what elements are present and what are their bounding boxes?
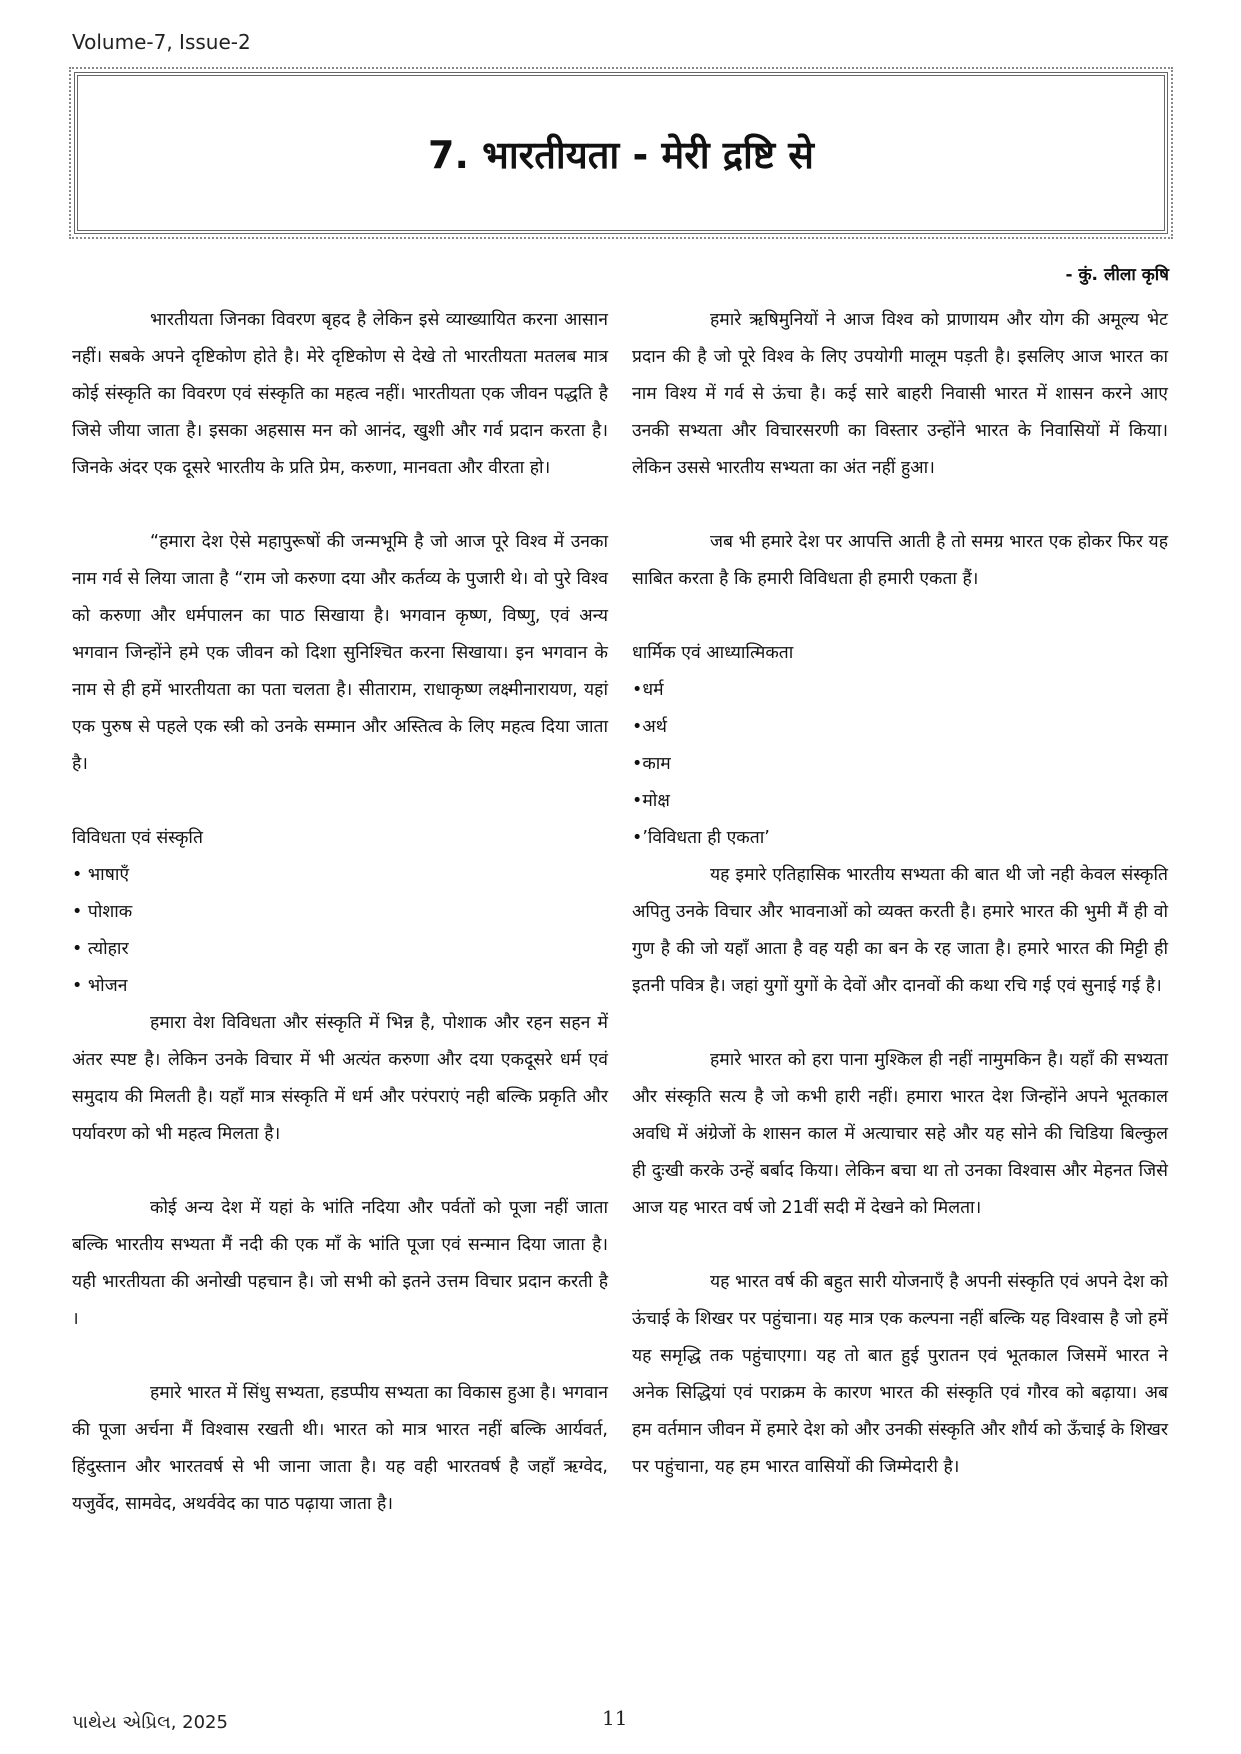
paragraph: “हमारा देश ऐसे महापुरूषों की जन्मभूमि है जो आज पूरे विश्व में उनका नाम गर्व से लिया जाता है “राम जो करुणा दया और कर्तव्य के पुजारी थे। वो पुरे विश्व को करुणा और धर्मपालन का पाठ सिखाया है। भगवान कृष्ण, विष्णु, एवं अन्य भगवान जिन्होंने हमे एक जीवन को दिशा सुनिश्चित करना सिखाया। इन भगवान के नाम से ही हमें भारतीयता का पता चलता है। सीताराम, राधाकृष्ण लक्ष्मीनारायण, यहां एक पुरुष से पहले एक स्त्री को उनके सम्मान और अस्तित्व के लिए महत्व दिया जाता है। bbox=[72, 532, 608, 774]
list-item: •अर्थ bbox=[632, 717, 667, 737]
right-column bbox=[632, 302, 1168, 1486]
paragraph: हमारे भारत में सिंधु सभ्यता, हडप्पीय सभ्यता का विकास हुआ है। भगवान की पूजा अर्चना मैं विश्वास रखती थी। भारत को मात्र भारत नहीं बल्कि आर्यवर्त, हिंदुस्तान और भारतवर्ष से भी जाना जाता है। यह वही भारतवर्ष है जहाँ ऋग्वेद, यजुर्वेद, सामवेद, अथर्ववेद का पाठ पढ़ाया जाता है। bbox=[72, 1383, 608, 1514]
list-item: • भोजन bbox=[72, 976, 128, 996]
title-frame bbox=[74, 72, 1168, 234]
list-item: •धर्म bbox=[632, 680, 664, 700]
article-author: - कुं. लीला कृषि bbox=[1065, 265, 1169, 285]
list-item: • पोशाक bbox=[72, 902, 133, 922]
section-heading: धार्मिक एवं आध्यात्मिकता bbox=[632, 643, 794, 663]
paragraph: यह भारत वर्ष की बहुत सारी योजनाएँ है अपनी संस्कृति एवं अपने देश को ऊंचाई के शिखर पर पहुंचाना। यह मात्र एक कल्पना नहीं बल्कि यह विश्वास है जो हमें यह समृद्धि तक पहुंचाएगा। यह तो बात हुई पुरातन एवं भूतकाल जिसमें भारत ने अनेक सिद्धियां एवं पराक्रम के कारण भारत की संस्कृति एवं गौरव को बढ़ाया। अब हम वर्तमान जीवन में हमारे देश को और उनकी संस्कृति और शौर्य को ऊँचाई के शिखर पर पहुंचाना, यह हम भारत वासियों की जिम्मेदारी है। bbox=[632, 1272, 1168, 1477]
paragraph: भारतीयता जिनका विवरण बृहद है लेकिन इसे व्याख्यायित करना आसान नहीं। सबके अपने दृष्टिकोण होते है। मेरे दृष्टिकोण से देखे तो भारतीयता मतलब मात्र कोई संस्कृति का विवरण एवं संस्कृति का महत्व नहीं। भारतीयता एक जीवन पद्धति है जिसे जीया जाता है। इसका अहसास मन को आनंद, खुशी और गर्व प्रदान करता है। जिनके अंदर एक दूसरे भारतीय के प्रति प्रेम, करुणा, मानवता और वीरता हो। bbox=[72, 310, 608, 478]
paragraph: हमारे भारत को हरा पाना मुश्किल ही नहीं नामुमकिन है। यहाँ की सभ्यता और संस्कृति सत्य है जो कभी हारी नहीं। हमारा भारत देश जिन्होंने अपने भूतकाल अवधि में अंग्रेजों के शासन काल में अत्याचार सहे और यह सोने की चिडिया बिल्कुल ही दुःखी करके उन्हें बर्बाद किया। लेकिन बचा था तो उनका विश्वास और मेहनत जिसे आज यह भारत वर्ष जो 21वीं सदी में देखने को मिलता। bbox=[632, 1050, 1168, 1218]
paragraph: हमारे ऋषिमुनियों ने आज विश्व को प्राणायम और योग की अमूल्य भेट प्रदान की है जो पूरे विश्व के लिए उपयोगी मालूम पड़ती है। इसलिए आज भारत का नाम विश्य में गर्व से ऊंचा है। कई सारे बाहरी निवासी भारत में शासन करने आए उनकी सभ्यता और विचारसरणी का विस्तार उन्होंने भारत के निवासियों में किया। लेकिन उससे भारतीय सभ्यता का अंत नहीं हुआ। bbox=[632, 310, 1168, 478]
list-item: •मोक्ष bbox=[632, 791, 670, 811]
paragraph: कोई अन्य देश में यहां के भांति नदिया और पर्वतों को पूजा नहीं जाता बल्कि भारतीय सभ्यता मैं नदी की एक माँ के भांति पूजा एवं सन्मान दिया जाता है। यही भारतीयता की अनोखी पहचान है। जो सभी को इतने उत्तम विचार प्रदान करती है । bbox=[72, 1198, 608, 1329]
publication-footer: પાથેય એપ્રિલ, 2025 bbox=[72, 1712, 228, 1733]
list-item: •काम bbox=[632, 754, 671, 774]
bullet-list bbox=[632, 672, 1168, 857]
list-item: •’विविधता ही एकता’ bbox=[632, 828, 770, 848]
list-item: • त्योहार bbox=[72, 939, 129, 959]
left-column bbox=[72, 302, 608, 1560]
list-item: • भाषाएँ bbox=[72, 865, 130, 885]
bullet-list bbox=[72, 857, 608, 1005]
paragraph: यह इमारे एतिहासिक भारतीय सभ्यता की बात थी जो नही केवल संस्कृति अपितु उनके विचार और भावनाओं को व्यक्त करती है। हमारे भारत की भुमी मैं ही वो गुण है की जो यहाँ आता है वह यही का बन के रह जाता है। हमारे भारत की मिट्टी ही इतनी पवित्र है। जहां युगों युगों के देवों और दानवों की कथा रचि गई एवं सुनाई गई है। bbox=[632, 865, 1168, 996]
paragraph: हमारा वेश विविधता और संस्कृति में भिन्न है, पोशाक और रहन सहन में अंतर स्पष्ट है। लेकिन उनके विचार में भी अत्यंत करुणा और दया एकदूसरे धर्म एवं समुदाय की मिलती है। यहाँ मात्र संस्कृति में धर्म और परंपराएं नही बल्कि प्रकृति और पर्यावरण को भी महत्व मिलता है। bbox=[72, 1013, 608, 1144]
article-title: 7. भारतीयता - मेरी द्रष्टि से bbox=[428, 133, 814, 177]
section-heading: विविधता एवं संस्कृति bbox=[72, 828, 203, 848]
volume-issue-label: Volume-7, Issue-2 bbox=[72, 30, 251, 54]
paragraph: जब भी हमारे देश पर आपत्ति आती है तो समग्र भारत एक होकर फिर यह साबित करता है कि हमारी विविधता ही हमारी एकता हैं। bbox=[632, 532, 1168, 589]
page-number: 11 bbox=[602, 1706, 628, 1730]
